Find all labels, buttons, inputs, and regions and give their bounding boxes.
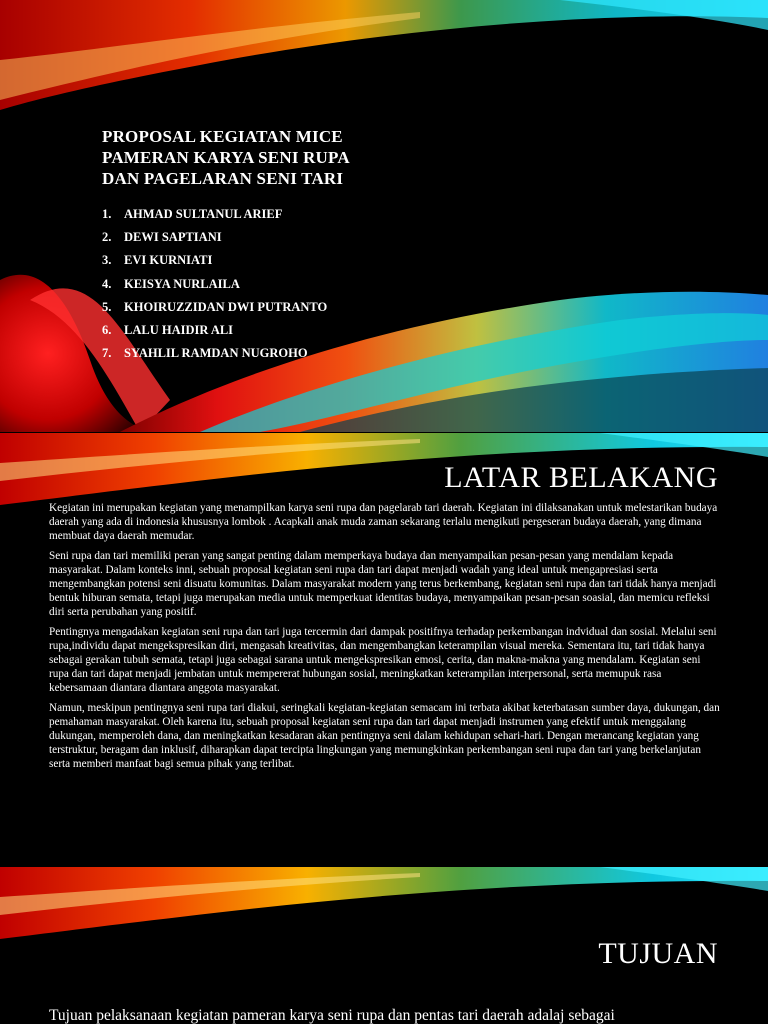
member-name: EVI KURNIATI <box>124 253 213 268</box>
background-text <box>49 502 721 778</box>
slide-title <box>0 0 768 432</box>
member-name: LALU HAIDIR ALI <box>124 322 234 337</box>
paragraph: Kegiatan ini merupakan kegiatan yang menampilkan karya seni rupa dan pagelarab tari daerah. Kegiatan ini dilaksanakan untuk melestarikan budaya daerah yang ada di indonesia khususnya lombok . Acapkali anak muda zaman sekarang terlalu mengikuti pergeseran budaya daerah, yang dimana membuat daya daerah memudar. <box>49 502 718 542</box>
list-number: 2. <box>102 230 112 245</box>
paragraph: Pentingnya mengadakan kegiatan seni rupa dan tari juga tercermin dari dampak positifnya terhadap perkembangan indvidual dan sosial. Melalui seni rupa,individu dapat mengekspresikan diri, mengasah kreativitas, dan mengembangkan keterampilan visual mereka. Sementara itu, tari tidak hanya sebagai gerakan tubuh semata, tetapi juga sebagai sarana untuk mengekspresikan emosi, cerita, dan makna-makna yang mendalam. Kegiatan seni rupa dan tari dapat menjadi jembatan untuk mempererat hubungan sosial, meningkatkan keterampilan interpersonal, serta memupuk rasa kebersamaan diantara diantara anggota masyarakat. <box>49 626 717 694</box>
member-list <box>102 207 327 369</box>
section-heading: TUJUAN <box>598 937 718 970</box>
list-number: 3. <box>102 253 112 268</box>
list-item <box>102 300 327 323</box>
member-name: KHOIRUZZIDAN DWI PUTRANTO <box>124 299 328 314</box>
slide-background <box>0 433 768 866</box>
list-item <box>102 207 327 230</box>
objective-text: Tujuan pelaksanaan kegiatan pameran karya seni rupa dan pentas tari daerah adalaj sebagai <box>49 1007 615 1024</box>
section-heading: LATAR BELAKANG <box>444 461 718 494</box>
member-name: SYAHLIL RAMDAN NUGROHO <box>124 346 308 361</box>
title-line: PROPOSAL KEGIATAN MICE <box>102 127 343 146</box>
member-name: AHMAD SULTANUL ARIEF <box>124 207 283 221</box>
proposal-title <box>102 126 442 189</box>
member-name: DEWI SAPTIANI <box>124 230 222 245</box>
member-name: KEISYA NURLAILA <box>124 276 240 291</box>
list-item <box>102 253 327 276</box>
decorative-swirl-top <box>0 867 768 947</box>
title-line: PAMERAN KARYA SENI RUPA <box>102 148 350 167</box>
title-line: DAN PAGELARAN SENI TARI <box>102 169 344 188</box>
list-number: 5. <box>102 299 112 314</box>
list-number: 1. <box>102 207 112 221</box>
list-number: 4. <box>102 276 112 291</box>
list-number: 7. <box>102 346 112 361</box>
list-item <box>102 346 327 369</box>
list-item <box>102 277 327 300</box>
list-item <box>102 230 327 253</box>
slide-objectives <box>0 867 768 1024</box>
paragraph: Seni rupa dan tari memiliki peran yang sangat penting dalam memperkaya budaya dan menyampaikan pesan-pesan yang mendalam kepada masyarakat. Dalam konteks inni, sebuah proposal kegiatan seni rupa dan tari dapat menjadi wadah yang ideal untuk mengapresiasi serta mengembangkan potensi seni disuatu komunitas. Dalam masyarakat modern yang terus berkembang, kegiatan seni rupa dan tari tidak hanya menjadi bentuk hiburan semata, tetapi juga merupakan media untuk memperkuat identitas budaya, menyampaikan pesan-pesan soasial, dan memicu refleksi diri serta perubahan yang positif. <box>49 550 717 618</box>
paragraph: Namun, meskipun pentingnya seni rupa tari diakui, seringkali kegiatan-kegiatan semacam ini terbata akibat keterbatasan sumber daya, dukungan, dan pemahaman masyarakat. Oleh karena itu, sebuah proposal kegiatan seni rupa dan tari dapat menjadi instrumen yang efektif untuk menggalang dukungan, memperoleh dana, dan meningkatkan kesadaran akan pentingnya seni dalam kehidupan sehari-hari. Dengan merancang kegiatan yang terstruktur, beragam dan inklusif, diharapkan dapat tercipta lingkungan yang memungkinkan perkembangan seni rupa dan tari yang berkelanjutan serta memberi manfaat bagi semua pihak yang terlibat. <box>49 702 720 770</box>
list-item <box>102 323 327 346</box>
list-number: 6. <box>102 322 112 337</box>
